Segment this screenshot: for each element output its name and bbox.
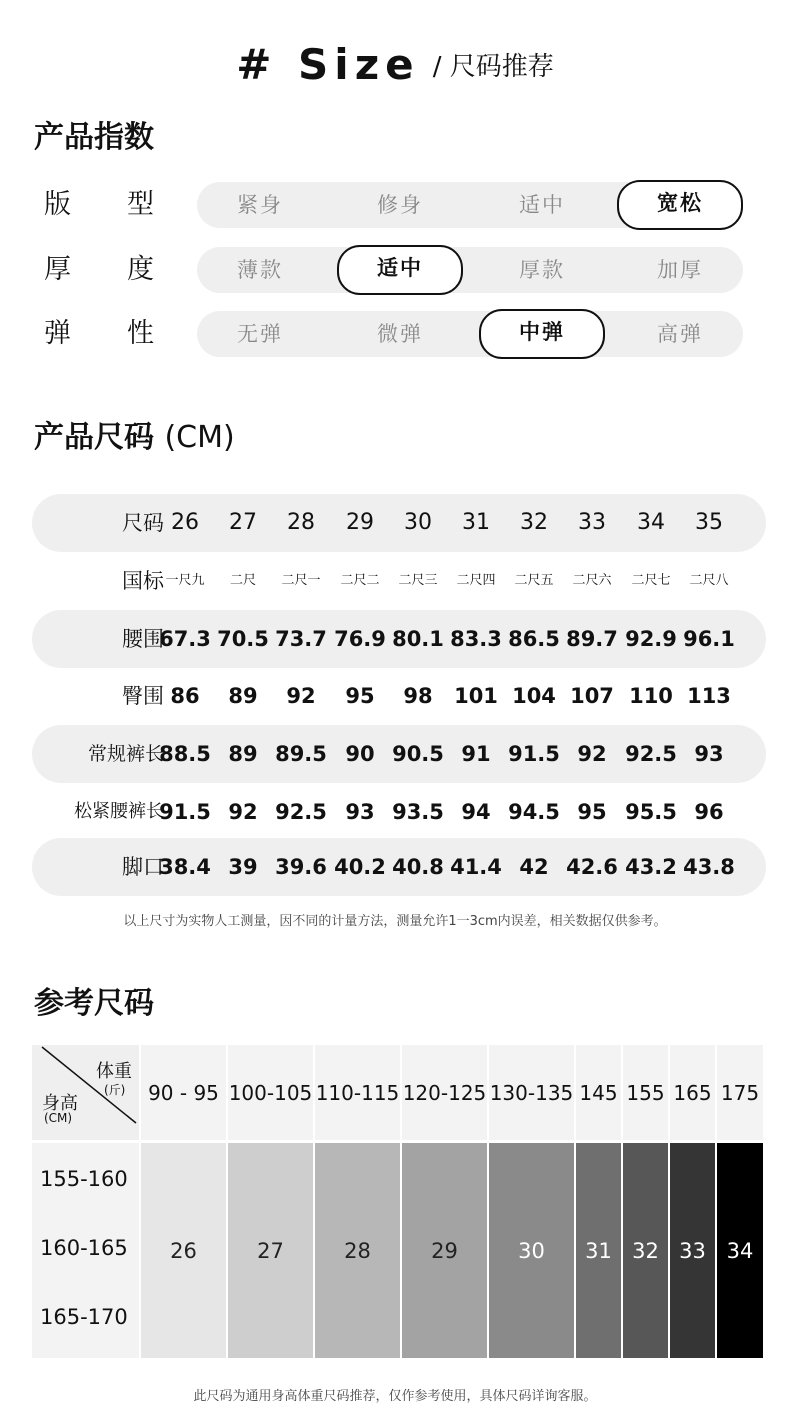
size-table-row-label: 尺码: [122, 511, 164, 535]
size-table-cell: 88.5: [159, 742, 211, 766]
size-table-cell: 73.7: [275, 627, 327, 651]
size-table-cell: 98: [403, 684, 433, 708]
size-table-cell: 90: [345, 742, 375, 766]
size-table-row-label: 松紧腰裤长: [74, 801, 164, 822]
size-table-cell: 76.9: [334, 627, 386, 651]
size-table-row: [32, 610, 766, 668]
reference-size-cell: 32: [623, 1143, 668, 1358]
size-table-cell: 42: [519, 855, 549, 879]
size-table-cell: 二尺七: [631, 573, 671, 588]
index-option: 加厚: [657, 258, 703, 282]
page-title: # Size: [236, 40, 420, 89]
size-table-cell: 二尺二: [340, 573, 380, 588]
size-table-cell: 90.5: [392, 742, 444, 766]
product-index-title: 产品指数: [34, 120, 154, 155]
reference-size-cell: 33: [670, 1143, 715, 1358]
reference-weight-header: 130-135: [489, 1045, 574, 1140]
size-table-cell: 95.5: [625, 800, 677, 824]
size-table-cell: 39: [228, 855, 258, 879]
size-table-cell: 26: [171, 510, 199, 535]
index-label-char: 弹: [44, 318, 71, 349]
size-table-row-label: 脚口: [122, 855, 164, 879]
size-table-cell: 二尺: [229, 573, 256, 588]
size-table-cell: 二尺一: [281, 573, 321, 588]
index-row-label: [44, 180, 154, 230]
index-option: 微弹: [377, 322, 423, 346]
corner-weight-unit: (斤): [104, 1083, 126, 1097]
reference-size-cell: 26: [141, 1143, 226, 1358]
size-table-row: [32, 552, 766, 610]
corner-height-unit: (CM): [44, 1111, 73, 1125]
size-table-cell: 28: [287, 510, 315, 535]
size-table-cell: 93: [694, 742, 724, 766]
size-table-cell: 93.5: [392, 800, 444, 824]
size-table-row-label: 腰围: [122, 627, 164, 651]
size-table-cell: 89.7: [566, 627, 618, 651]
size-table-cell: 二尺六: [572, 573, 612, 588]
index-row-label: [44, 245, 154, 295]
corner-height-label: 身高: [42, 1093, 78, 1114]
page-subtitle: / 尺码推荐: [432, 52, 554, 82]
index-option-track: [197, 311, 743, 357]
reference-title: 参考尺码: [34, 986, 154, 1021]
index-label-char: 厚: [44, 254, 71, 285]
size-table-cell: 二尺四: [456, 573, 496, 588]
size-table-row: [32, 783, 766, 841]
index-option: 无弹: [237, 322, 283, 346]
size-table-cell: 89: [228, 742, 258, 766]
size-table-cell: 86.5: [508, 627, 560, 651]
size-table-cell: 43.2: [625, 855, 677, 879]
index-label-char: 型: [127, 189, 154, 220]
size-table-row: [32, 725, 766, 783]
size-table-cell: 二尺八: [689, 573, 729, 588]
reference-weight-header: 175: [717, 1045, 763, 1140]
index-option-selected: 宽松: [617, 180, 743, 230]
index-option: 薄款: [237, 258, 283, 282]
size-table-cell: 40.8: [392, 855, 444, 879]
reference-corner-cell: [32, 1045, 139, 1140]
size-table-title-text: 产品尺码: [34, 420, 154, 455]
size-table-cell: 91.5: [508, 742, 560, 766]
size-table-cell: 67.3: [159, 627, 211, 651]
reference-weight-header: 120-125: [402, 1045, 487, 1140]
size-table-cell: 101: [454, 684, 498, 708]
reference-height-label: 155-160: [40, 1167, 128, 1191]
size-table-cell: 92: [228, 800, 258, 824]
size-table-cell: 二尺三: [398, 573, 438, 588]
size-table-cell: 93: [345, 800, 375, 824]
size-table-cell: 39.6: [275, 855, 327, 879]
reference-height-label: 160-165: [40, 1236, 128, 1260]
size-table-cell: 42.6: [566, 855, 618, 879]
size-table-row-label: 国标: [122, 569, 164, 593]
size-table-cell: 86: [170, 684, 200, 708]
size-table-cell: 107: [570, 684, 614, 708]
reference-height-column: [32, 1143, 139, 1358]
reference-weight-header: 90 - 95: [141, 1045, 226, 1140]
size-table-row-label: 臀围: [122, 684, 164, 708]
size-table-cell: 113: [687, 684, 731, 708]
size-table-cell: 29: [346, 510, 374, 535]
index-option-track: [197, 182, 743, 228]
size-table-cell: 40.2: [334, 855, 386, 879]
size-table-unit: (CM): [164, 420, 235, 455]
size-table-cell: 95: [345, 684, 375, 708]
index-row: [0, 180, 790, 230]
size-table-cell: 二尺五: [514, 573, 554, 588]
size-table-cell: 33: [578, 510, 606, 535]
index-option: 高弹: [657, 322, 703, 346]
size-table-title: [34, 412, 235, 456]
size-table-cell: 38.4: [159, 855, 211, 879]
reference-weight-header: 155: [623, 1045, 668, 1140]
page-header: [0, 40, 790, 89]
reference-weight-header: 165: [670, 1045, 715, 1140]
size-table-cell: 89: [228, 684, 258, 708]
size-table-cell: 96.1: [683, 627, 735, 651]
size-table-row: [32, 838, 766, 896]
size-table-cell: 89.5: [275, 742, 327, 766]
size-table-cell: 27: [229, 510, 257, 535]
index-option-selected: 适中: [337, 245, 463, 295]
size-table-cell: 92.9: [625, 627, 677, 651]
size-table-cell: 83.3: [450, 627, 502, 651]
size-table-cell: 30: [404, 510, 432, 535]
index-option: 适中: [519, 193, 565, 217]
size-table-cell: 91: [461, 742, 491, 766]
size-table-cell: 94.5: [508, 800, 560, 824]
index-row: [0, 309, 790, 359]
reference-size-cell: 29: [402, 1143, 487, 1358]
corner-weight-label: 体重: [96, 1061, 132, 1082]
index-option: 紧身: [237, 193, 283, 217]
size-table-cell: 95: [577, 800, 607, 824]
size-table-cell: 104: [512, 684, 556, 708]
size-table-cell: 35: [695, 510, 723, 535]
size-table-row: [32, 667, 766, 725]
reference-size-cell: 28: [315, 1143, 400, 1358]
size-table-cell: 41.4: [450, 855, 502, 879]
index-row: [0, 245, 790, 295]
index-option: 厚款: [519, 258, 565, 282]
reference-size-cell: 31: [576, 1143, 621, 1358]
size-table-cell: 32: [520, 510, 548, 535]
size-table-cell: 92: [577, 742, 607, 766]
reference-size-cell: 34: [717, 1143, 763, 1358]
size-table-cell: 一尺九: [165, 573, 205, 588]
size-table-cell: 110: [629, 684, 673, 708]
index-option-selected: 中弹: [479, 309, 605, 359]
size-table-cell: 70.5: [217, 627, 269, 651]
size-table-note: 以上尺寸为实物人工测量，因不同的计量方法，测量允许1一3cm内误差，相关数据仅供参考。: [123, 914, 667, 929]
size-table-cell: 92.5: [625, 742, 677, 766]
reference-weight-header: 110-115: [315, 1045, 400, 1140]
size-table-cell: 43.8: [683, 855, 735, 879]
size-table-cell: 92.5: [275, 800, 327, 824]
size-table-cell: 96: [694, 800, 724, 824]
size-table-cell: 92: [286, 684, 316, 708]
size-table-cell: 80.1: [392, 627, 444, 651]
size-table-row: [32, 494, 766, 552]
index-option: 修身: [377, 193, 423, 217]
size-table-cell: 91.5: [159, 800, 211, 824]
reference-weight-header: 145: [576, 1045, 621, 1140]
size-table-row-label: 常规裤长: [87, 743, 164, 765]
index-row-label: [44, 309, 154, 359]
index-label-char: 版: [44, 189, 71, 220]
size-table-cell: 31: [462, 510, 490, 535]
reference-weight-header: 100-105: [228, 1045, 313, 1140]
reference-size-cell: 30: [489, 1143, 574, 1358]
size-table-cell: 34: [637, 510, 665, 535]
index-label-char: 性: [127, 318, 154, 349]
reference-note: 此尺码为通用身高体重尺码推荐，仅作参考使用，具体尺码详询客服。: [193, 1389, 597, 1404]
reference-size-cell: 27: [228, 1143, 313, 1358]
index-label-char: 度: [127, 254, 154, 285]
index-option-track: [197, 247, 743, 293]
reference-height-label: 165-170: [40, 1305, 128, 1329]
size-table-cell: 94: [461, 800, 491, 824]
